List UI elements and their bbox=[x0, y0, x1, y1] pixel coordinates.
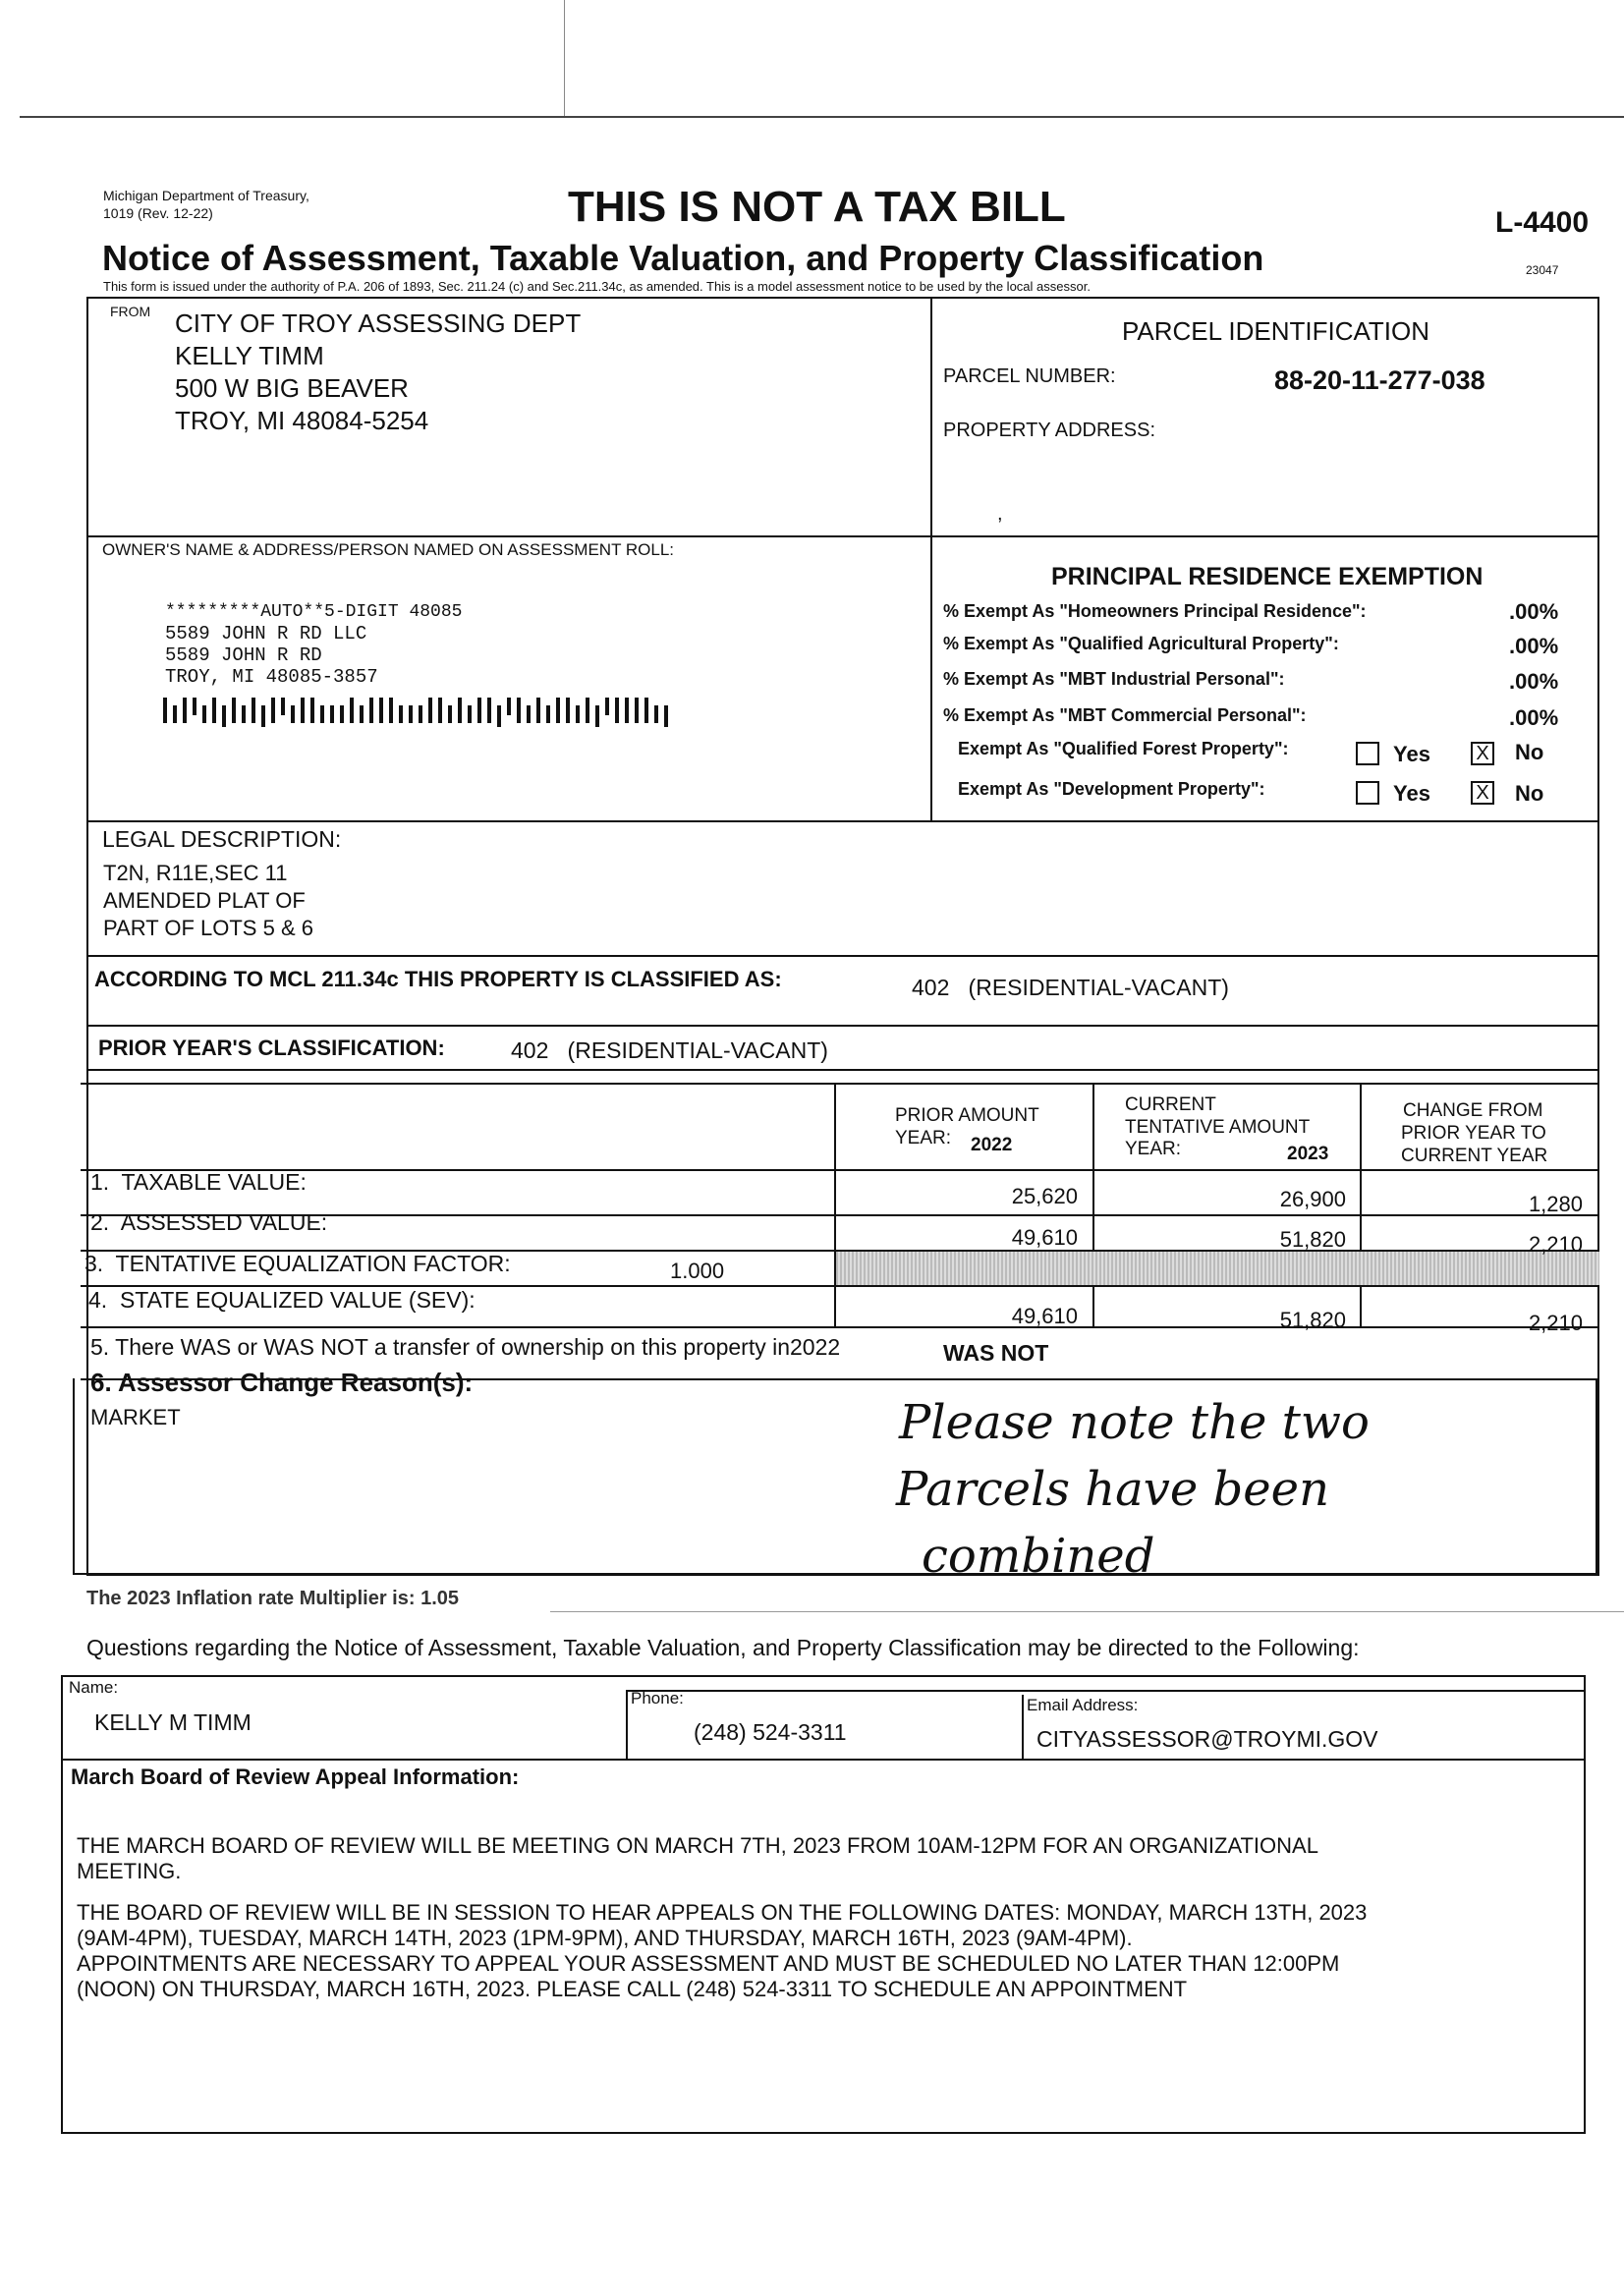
contact-bottom-rule bbox=[61, 1759, 1586, 1761]
legal-line-3: PART OF LOTS 5 & 6 bbox=[103, 916, 313, 940]
contact-email-value: CITYASSESSOR@TROYMI.GOV bbox=[1036, 1726, 1378, 1752]
forest-no-checkbox[interactable]: X bbox=[1471, 742, 1494, 765]
pre-row-2-value: .00% bbox=[1509, 634, 1559, 658]
board-line-2: MEETING. bbox=[77, 1859, 182, 1883]
change-head-1: CHANGE FROM bbox=[1403, 1100, 1543, 1121]
postal-barcode bbox=[163, 694, 723, 727]
board-line-3: THE BOARD OF REVIEW WILL BE IN SESSION TO HEAR APPEALS ON THE FOLLOWING DATES: MONDAY, MARCH 13TH, 2023 bbox=[77, 1900, 1368, 1925]
owner-label: OWNER'S NAME & ADDRESS/PERSON NAMED ON ASSESSMENT ROLL: bbox=[102, 540, 675, 559]
transfer-label: 5. There WAS or WAS NOT a transfer of ownership on this property in2022 bbox=[90, 1334, 841, 1360]
handwritten-note-line-3: combined bbox=[922, 1529, 1155, 1584]
prior-classification-value: 402 (RESIDENTIAL-VACANT) bbox=[511, 1037, 828, 1063]
values-top-rule bbox=[81, 1083, 1599, 1085]
taxable-value-change: 1,280 bbox=[1528, 1192, 1583, 1216]
development-yes-label: Yes bbox=[1393, 781, 1430, 806]
handwritten-note-line-2: Parcels have been bbox=[896, 1462, 1329, 1517]
taxable-value-current: 26,900 bbox=[1279, 1187, 1346, 1211]
legal-line-1: T2N, R11E,SEC 11 bbox=[103, 861, 288, 885]
from-line-1: CITY OF TROY ASSESSING DEPT bbox=[175, 308, 582, 338]
divider-from-parcel bbox=[930, 297, 932, 822]
inflation-fold-line bbox=[550, 1611, 1624, 1612]
from-label: FROM bbox=[110, 304, 151, 319]
equalization-factor-value: 1.000 bbox=[670, 1259, 725, 1283]
contact-phone-value: (248) 524-3311 bbox=[694, 1719, 847, 1745]
forest-no-label: No bbox=[1515, 740, 1544, 764]
sev-current: 51,820 bbox=[1279, 1308, 1346, 1332]
values-col-divider-2 bbox=[1092, 1084, 1094, 1327]
parcel-number-value: 88-20-11-277-038 bbox=[1274, 365, 1485, 395]
change-head-2: PRIOR YEAR TO bbox=[1401, 1123, 1546, 1144]
sev-change: 2,210 bbox=[1528, 1311, 1583, 1335]
dept-name: Michigan Department of Treasury, bbox=[103, 188, 309, 203]
pre-row-2-label: % Exempt As "Qualified Agricultural Property": bbox=[943, 634, 1339, 653]
assessed-value-change: 2,210 bbox=[1528, 1232, 1583, 1257]
pre-row-3-label: % Exempt As "MBT Industrial Personal": bbox=[943, 669, 1285, 689]
change-head-3: CURRENT YEAR bbox=[1401, 1146, 1548, 1166]
contact-top-rule bbox=[626, 1690, 1586, 1692]
divider-prior-class-row bbox=[86, 1025, 1599, 1027]
equalization-factor-label: 3. TENTATIVE EQUALIZATION FACTOR: bbox=[84, 1251, 511, 1276]
not-tax-bill-heading: THIS IS NOT A TAX BILL bbox=[568, 183, 1066, 231]
from-line-3: 500 W BIG BEAVER bbox=[175, 373, 409, 403]
assessed-value-current: 51,820 bbox=[1279, 1227, 1346, 1252]
current-amount-head-1: CURRENT bbox=[1125, 1094, 1216, 1115]
contact-divider-2 bbox=[1022, 1695, 1024, 1759]
taxable-value-prior: 25,620 bbox=[1011, 1184, 1078, 1208]
board-heading: March Board of Review Appeal Information: bbox=[71, 1764, 520, 1789]
divider-class-row bbox=[86, 955, 1599, 957]
values-col-divider-3 bbox=[1360, 1084, 1362, 1327]
transfer-value: WAS NOT bbox=[943, 1340, 1049, 1366]
property-address-value: , bbox=[997, 503, 1003, 525]
change-reason-value: MARKET bbox=[90, 1405, 181, 1429]
board-line-4: (9AM-4PM), TUESDAY, MARCH 14TH, 2023 (1PM-9PM), AND THURSDAY, MARCH 16TH, 2023 (9AM-4PM). bbox=[77, 1926, 1133, 1950]
owner-line-3: 5589 JOHN R RD bbox=[165, 644, 322, 666]
taxable-value-label: 1. TAXABLE VALUE: bbox=[90, 1169, 307, 1195]
forest-yes-checkbox[interactable] bbox=[1356, 742, 1379, 765]
prior-classification-label: PRIOR YEAR'S CLASSIFICATION: bbox=[98, 1036, 445, 1060]
scan-fold-line-top bbox=[20, 116, 1624, 118]
authority-note: This form is issued under the authority of P.A. 206 of 1893, Sec. 211.24 (c) and Sec.211.34c, as amended. This is a model assessment notice to be used by the local assessor. bbox=[103, 279, 1091, 294]
sev-label: 4. STATE EQUALIZED VALUE (SEV): bbox=[88, 1287, 476, 1313]
current-amount-year: 2023 bbox=[1287, 1144, 1329, 1164]
from-line-2: KELLY TIMM bbox=[175, 341, 324, 370]
contact-phone-label: Phone: bbox=[631, 1689, 684, 1708]
forest-yes-label: Yes bbox=[1393, 742, 1430, 766]
current-amount-head-2: TENTATIVE AMOUNT bbox=[1125, 1117, 1311, 1138]
parcel-number-label: PARCEL NUMBER: bbox=[943, 365, 1116, 387]
form-title: Notice of Assessment, Taxable Valuation, and Property Classification bbox=[102, 238, 1264, 278]
from-line-4: TROY, MI 48084-5254 bbox=[175, 406, 429, 435]
inflation-multiplier: The 2023 Inflation rate Multiplier is: 1.05 bbox=[86, 1588, 459, 1609]
forest-property-label: Exempt As "Qualified Forest Property": bbox=[958, 739, 1289, 758]
divider-legal-row bbox=[86, 820, 1599, 822]
classification-label: ACCORDING TO MCL 211.34c THIS PROPERTY IS CLASSIFIED AS: bbox=[94, 967, 782, 991]
parcel-heading: PARCEL IDENTIFICATION bbox=[1122, 316, 1429, 346]
values-header-rule bbox=[81, 1169, 1599, 1171]
handwritten-note-line-1: Please note the two bbox=[899, 1395, 1370, 1450]
assessed-value-label: 2. ASSESSED VALUE: bbox=[90, 1209, 328, 1235]
prior-amount-head-2: YEAR: bbox=[895, 1128, 952, 1148]
prior-amount-head-1: PRIOR AMOUNT bbox=[895, 1105, 1039, 1126]
legal-line-2: AMENDED PLAT OF bbox=[103, 888, 306, 913]
owner-line-2: 5589 JOHN R RD LLC bbox=[165, 623, 367, 644]
development-no-checkbox[interactable]: X bbox=[1471, 781, 1494, 805]
pre-row-1-value: .00% bbox=[1509, 599, 1559, 624]
form-number: L-4400 bbox=[1495, 206, 1590, 239]
questions-note: Questions regarding the Notice of Assessment, Taxable Valuation, and Property Classification may be directed to the Following: bbox=[86, 1635, 1360, 1660]
values-row-rule-4 bbox=[81, 1326, 1599, 1328]
contact-name-label: Name: bbox=[69, 1678, 119, 1697]
board-line-6: (NOON) ON THURSDAY, MARCH 16TH, 2023. PLEASE CALL (248) 524-3311 TO SCHEDULE AN APPOINTMENT bbox=[77, 1977, 1188, 2001]
development-no-label: No bbox=[1515, 781, 1544, 806]
divider-owner-row bbox=[86, 535, 1599, 537]
board-line-1: THE MARCH BOARD OF REVIEW WILL BE MEETING ON MARCH 7TH, 2023 FROM 10AM-12PM FOR AN ORGANIZATIONAL bbox=[77, 1833, 1318, 1858]
scan-fold-line-vertical bbox=[564, 0, 565, 116]
contact-name-value: KELLY M TIMM bbox=[94, 1709, 252, 1735]
legal-label: LEGAL DESCRIPTION: bbox=[102, 826, 342, 852]
form-code: 23047 bbox=[1526, 263, 1559, 277]
change-reason-label: 6. Assessor Change Reason(s): bbox=[90, 1368, 474, 1397]
property-address-label: PROPERTY ADDRESS: bbox=[943, 420, 1155, 441]
equalization-shaded-cells bbox=[836, 1252, 1599, 1285]
contact-email-label: Email Address: bbox=[1027, 1696, 1139, 1714]
classification-value: 402 (RESIDENTIAL-VACANT) bbox=[912, 975, 1229, 1000]
form-revision: 1019 (Rev. 12-22) bbox=[103, 205, 213, 221]
development-yes-checkbox[interactable] bbox=[1356, 781, 1379, 805]
pre-heading: PRINCIPAL RESIDENCE EXEMPTION bbox=[1051, 563, 1484, 590]
assessed-value-prior: 49,610 bbox=[1011, 1225, 1078, 1250]
owner-line-1: *********AUTO**5-DIGIT 48085 bbox=[165, 602, 463, 622]
pre-row-4-label: % Exempt As "MBT Commercial Personal": bbox=[943, 705, 1307, 725]
pre-row-4-value: .00% bbox=[1509, 705, 1559, 730]
divider-prior-class-bottom bbox=[86, 1069, 1599, 1071]
values-col-divider-1 bbox=[834, 1084, 836, 1327]
pre-row-3-value: .00% bbox=[1509, 669, 1559, 694]
owner-line-4: TROY, MI 48085-3857 bbox=[165, 666, 378, 688]
board-line-5: APPOINTMENTS ARE NECESSARY TO APPEAL YOUR ASSESSMENT AND MUST BE SCHEDULED NO LATER THAN 12:00PM bbox=[77, 1951, 1340, 1976]
contact-divider-1 bbox=[626, 1690, 628, 1759]
development-property-label: Exempt As "Development Property": bbox=[958, 779, 1265, 799]
pre-row-1-label: % Exempt As "Homeowners Principal Residence": bbox=[943, 601, 1367, 621]
sev-prior: 49,610 bbox=[1011, 1304, 1078, 1328]
current-amount-head-3: YEAR: bbox=[1125, 1139, 1182, 1159]
prior-amount-year: 2022 bbox=[971, 1135, 1013, 1155]
